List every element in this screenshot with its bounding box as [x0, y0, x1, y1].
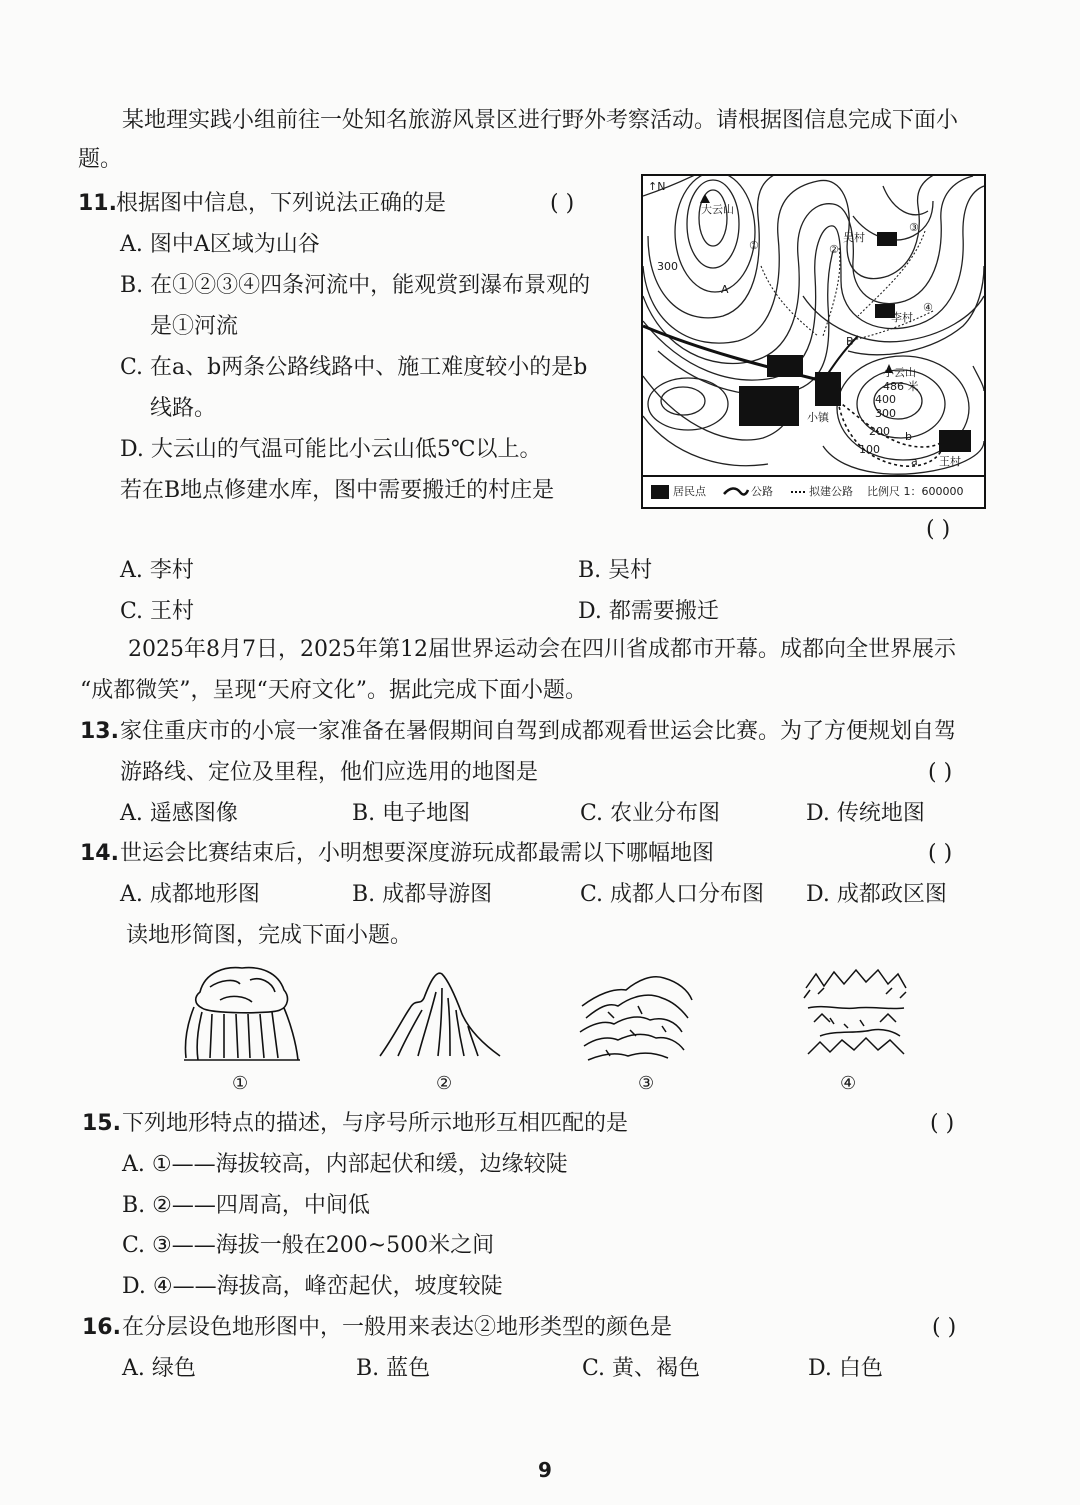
legend-road: 公路 — [751, 485, 773, 498]
question-11-stem: 根据图中信息，下列说法正确的是 — [116, 191, 447, 216]
legend-settlement-swatch — [651, 485, 669, 499]
label-contour-200: 200 — [869, 425, 890, 438]
legend-settlement: 居民点 — [673, 485, 706, 498]
terrain-hills-sketch — [578, 966, 696, 1064]
intro2-line1: 2025年8月7日，2025年第12届世界运动会在四川省成都市开幕。成都向全世界展示 — [128, 637, 956, 662]
label-river-3: ③ — [909, 221, 919, 234]
label-contour-400: 400 — [875, 393, 896, 406]
contour-map — [641, 174, 986, 509]
terrain-plateau-sketch — [180, 962, 305, 1062]
question-16-stem: 在分层设色地形图中，一般用来表达②地形类型的颜色是 — [122, 1315, 673, 1340]
intro2-line2: “成都微笑”，呈现“天府文化”。据此完成下面小题。 — [80, 678, 587, 703]
question-15-option-d: D. ④——海拔高，峰峦起伏，坡度较陡 — [122, 1274, 503, 1299]
label-river-4: ④ — [923, 301, 933, 314]
label-xiaoyunshan-height: 486 米 — [883, 380, 919, 393]
question-11-option-c-cont: 线路。 — [150, 396, 217, 421]
contour-lines — [643, 176, 984, 477]
north-label: N — [657, 180, 666, 193]
question-11-option-b-cont: 是①河流 — [150, 314, 239, 339]
legend-planned-road: 拟建公路 — [809, 485, 853, 498]
map-north-arrow: ↑N — [648, 180, 666, 193]
question-12-stem: 若在B地点修建水库，图中需要搬迁的村庄是 — [120, 478, 555, 503]
label-contour-300b: 300 — [875, 407, 896, 420]
label-river-1: ① — [749, 239, 759, 252]
question-12-option-b: B. 吴村 — [578, 558, 653, 583]
intro-paragraph-line2: 题。 — [78, 147, 123, 172]
question-12-option-d: D. 都需要搬迁 — [578, 599, 719, 624]
question-number-14: 14. — [80, 841, 119, 866]
question-16-answer-paren: ( ) — [932, 1315, 957, 1340]
question-13-stem-cont: 游路线、定位及里程，他们应选用的地图是 — [120, 760, 539, 785]
label-xiaozhen: 小镇 — [807, 411, 829, 424]
legend-scale: 比例尺 1：600000 — [867, 485, 964, 498]
terrain-mountain-sketch — [378, 968, 503, 1062]
question-13-stem: 家住重庆市的小宸一家准备在暑假期间自驾到成都观看世运会比赛。为了方便规划自驾 — [120, 719, 957, 744]
question-number-11: 11. — [78, 191, 117, 216]
question-16-option-c: C. 黄、褐色 — [582, 1356, 701, 1381]
legend-planned-icon — [791, 490, 805, 494]
question-14-option-b: B. 成都导游图 — [352, 882, 493, 907]
question-14-answer-paren: ( ) — [928, 841, 953, 866]
map-legend — [643, 475, 984, 507]
question-15-option-a: A. ①——海拔较高，内部起伏和缓，边缘较陡 — [122, 1152, 568, 1177]
question-11-option-d: D. 大云山的气温可能比小云山低5℃以上。 — [120, 437, 542, 462]
question-11-option-c: C. 在a、b两条公路线路中、施工难度较小的是b — [120, 355, 588, 380]
terrain-label-3: ③ — [638, 1073, 655, 1094]
question-15-option-b: B. ②——四周高，中间低 — [122, 1193, 370, 1218]
terrain-label-2: ② — [436, 1073, 453, 1094]
question-11-answer-paren: ( ) — [550, 191, 575, 216]
intro3: 读地形简图，完成下面小题。 — [126, 923, 413, 948]
legend-road-icon — [723, 487, 749, 497]
terrain-label-1: ① — [232, 1073, 249, 1094]
question-16-option-a: A. 绿色 — [122, 1356, 196, 1381]
label-road-a: a — [911, 455, 918, 468]
label-A: A — [721, 283, 729, 296]
question-16-option-d: D. 白色 — [808, 1356, 883, 1381]
label-wangcun: 王村 — [939, 455, 961, 468]
question-13-option-b: B. 电子地图 — [352, 801, 471, 826]
question-13-option-c: C. 农业分布图 — [580, 801, 721, 826]
label-contour-100: 100 — [859, 443, 880, 456]
question-number-16: 16. — [82, 1315, 121, 1340]
intro-paragraph-line1: 某地理实践小组前往一处知名旅游风景区进行野外考察活动。请根据图信息完成下面小 — [122, 108, 959, 133]
label-licun: 李村 — [891, 311, 913, 324]
question-13-answer-paren: ( ) — [928, 760, 953, 785]
label-contour-300: 300 — [657, 260, 678, 273]
question-12-option-a: A. 李村 — [120, 558, 194, 583]
question-13-option-a: A. 遥感图像 — [120, 801, 238, 826]
question-12-answer-paren: ( ) — [926, 517, 951, 542]
label-river-2: ② — [829, 243, 839, 256]
question-14-stem: 世运会比赛结束后，小明想要深度游玩成都最需以下哪幅地图 — [120, 841, 715, 866]
question-number-13: 13. — [80, 719, 119, 744]
label-wucun: 吴村 — [843, 231, 865, 244]
terrain-label-4: ④ — [840, 1073, 857, 1094]
question-14-option-c: C. 成都人口分布图 — [580, 882, 765, 907]
question-15-option-c: C. ③——海拔一般在200~500米之间 — [122, 1233, 495, 1258]
question-13-option-d: D. 传统地图 — [806, 801, 925, 826]
question-15-answer-paren: ( ) — [930, 1111, 955, 1136]
label-B: B — [846, 335, 854, 348]
question-14-option-d: D. 成都政区图 — [806, 882, 947, 907]
label-dayunshan: 大云山 — [701, 203, 734, 216]
label-xiaoyunshan: 小云山 — [883, 366, 916, 379]
question-11-option-a: A. 图中A区域为山谷 — [120, 232, 320, 257]
question-11-option-b: B. 在①②③④四条河流中，能观赏到瀑布景观的 — [120, 273, 591, 298]
question-12-option-c: C. 王村 — [120, 599, 195, 624]
question-16-option-b: B. 蓝色 — [356, 1356, 431, 1381]
label-road-b: b — [905, 430, 912, 443]
terrain-basin-sketch — [800, 964, 912, 1064]
page-number: 9 — [538, 1458, 552, 1482]
question-14-option-a: A. 成都地形图 — [120, 882, 260, 907]
question-15-stem: 下列地形特点的描述，与序号所示地形互相匹配的是 — [122, 1111, 629, 1136]
question-number-15: 15. — [82, 1111, 121, 1136]
